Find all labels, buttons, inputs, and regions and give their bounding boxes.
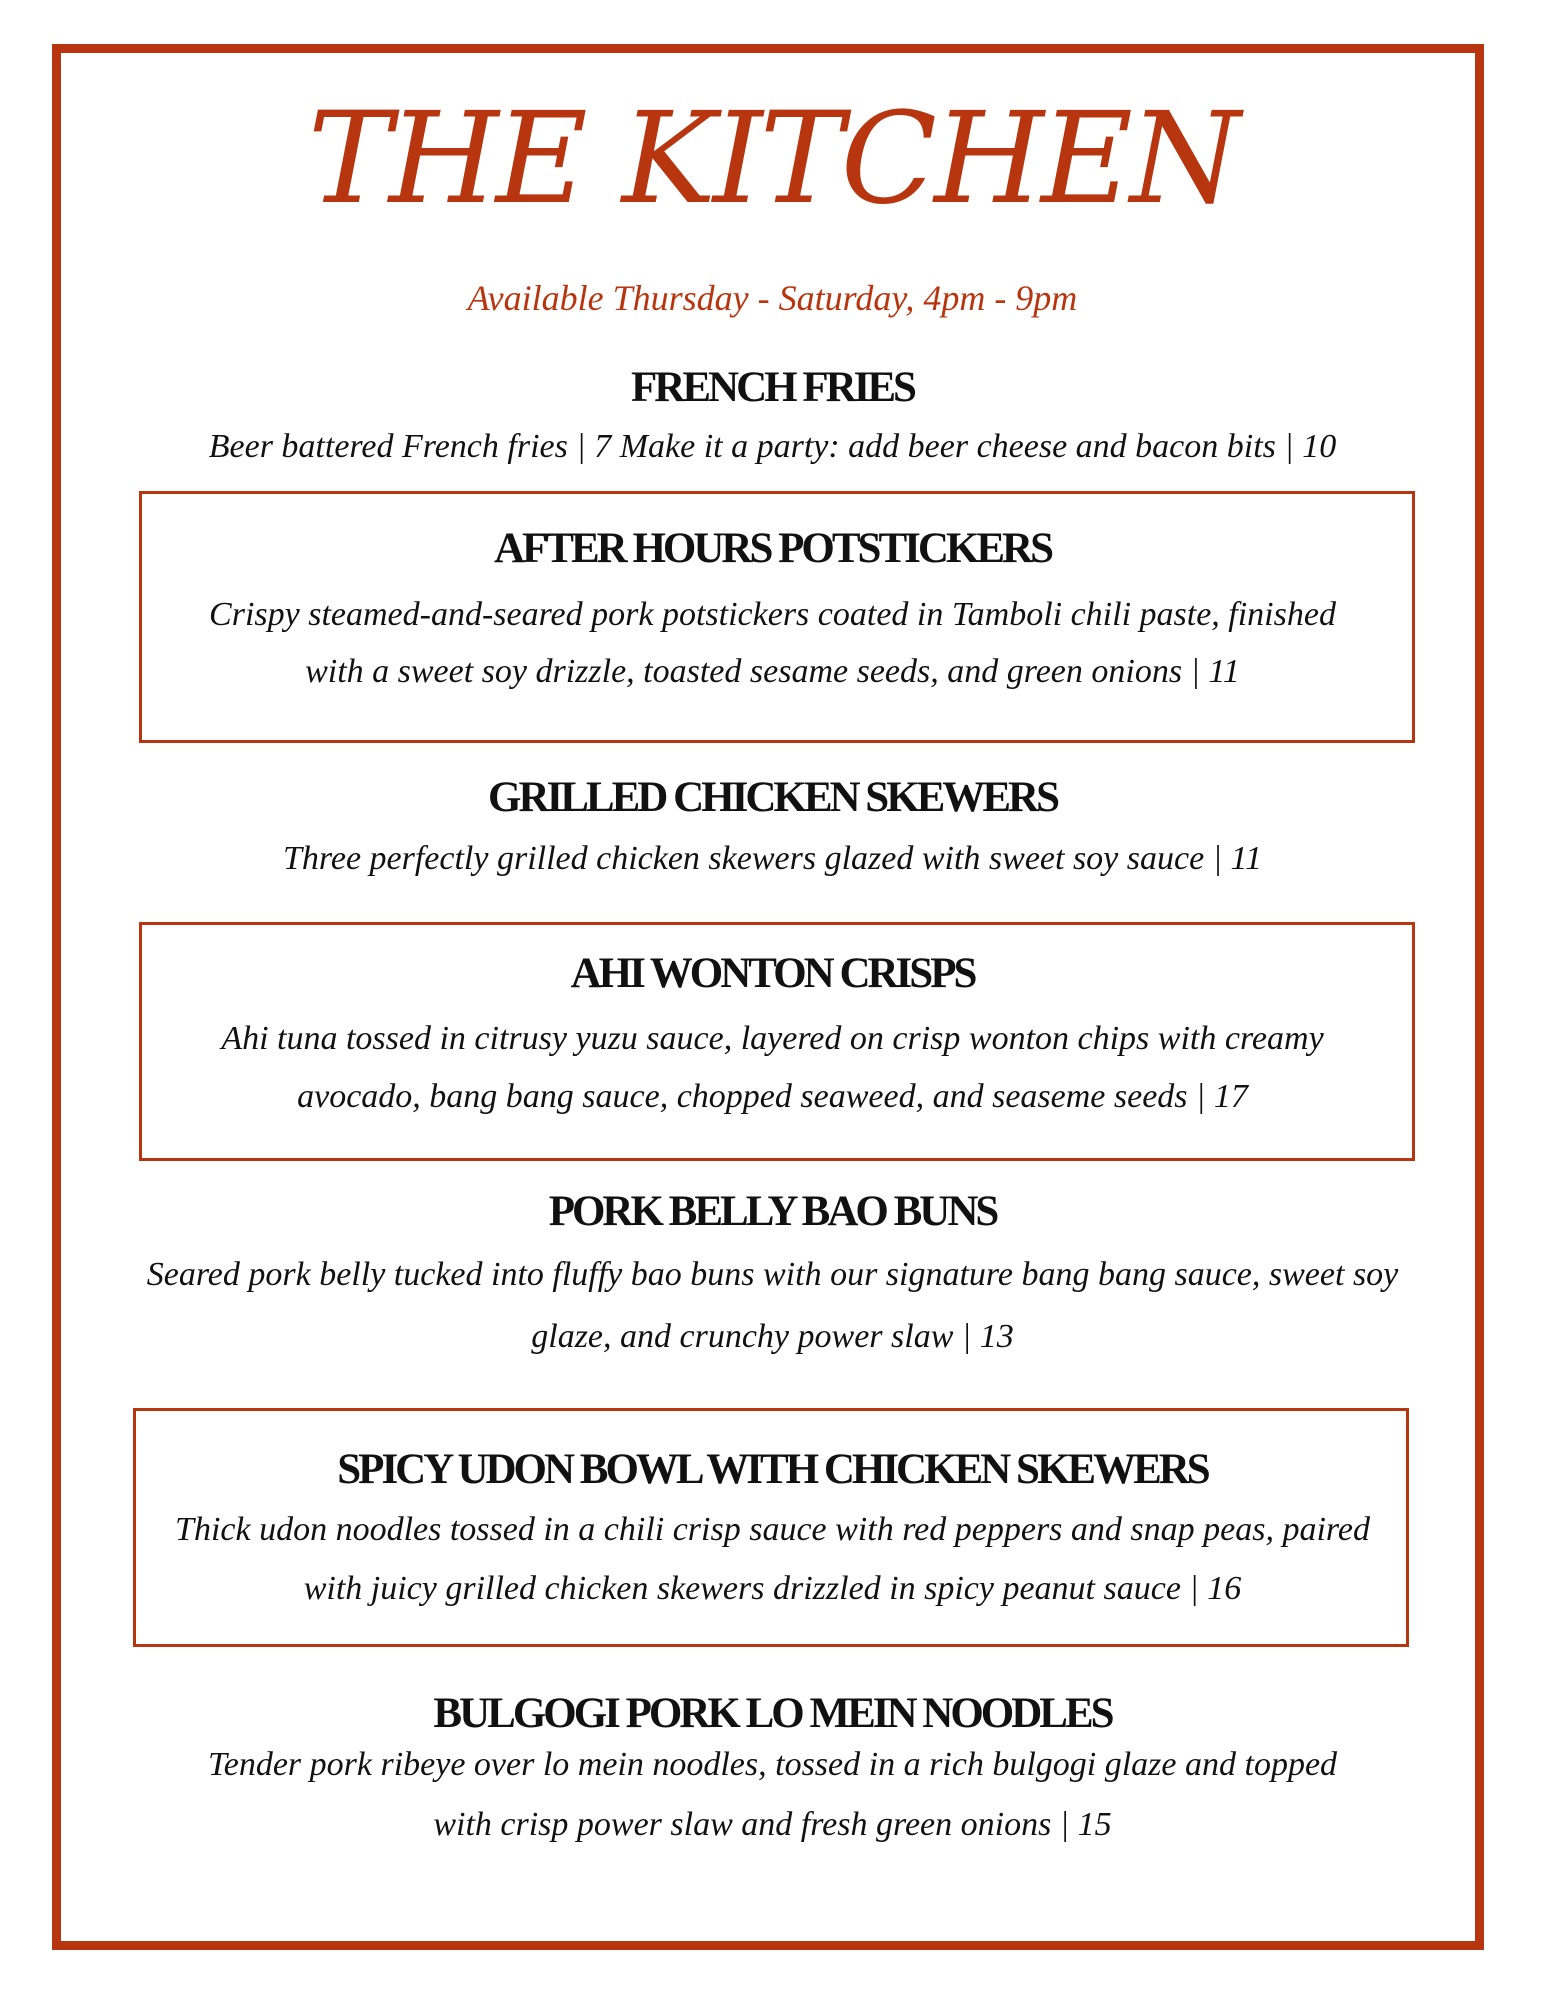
menu-title: THE KITCHEN (307, 85, 1238, 232)
item-description: with juicy grilled chicken skewers drizzled in spicy peanut sauce | 16 (303, 1570, 1242, 1607)
item-name: PORK BELLY BAO BUNS (548, 1188, 997, 1235)
item-name: BULGOGI PORK LO MEIN NOODLES (433, 1690, 1112, 1737)
item-description: Crispy steamed-and-seared pork potstickers coated in Tamboli chili paste, finished (209, 596, 1336, 633)
item-description: Tender pork ribeye over lo mein noodles, tossed in a rich bulgogi glaze and topped (207, 1746, 1338, 1783)
item-description: with a sweet soy drizzle, toasted sesame seeds, and green onions | 11 (305, 653, 1240, 690)
item-description: Beer battered French fries | 7 Make it a party: add beer cheese and bacon bits | 10 (208, 428, 1337, 465)
item-name: AHI WONTON CRISPS (570, 950, 975, 997)
item-name: FRENCH FRIES (631, 364, 914, 411)
item-description: Seared pork belly tucked into fluffy bao buns with our signature bang bang sauce, sweet soy (146, 1256, 1399, 1293)
menu-subtitle: Available Thursday - Saturday, 4pm - 9pm (467, 278, 1078, 318)
item-description: Three perfectly grilled chicken skewers glazed with sweet soy sauce | 11 (282, 840, 1263, 877)
item-description: Ahi tuna tossed in citrusy yuzu sauce, layered on crisp wonton chips with creamy (221, 1020, 1324, 1057)
item-description: Thick udon noodles tossed in a chili crisp sauce with red peppers and snap peas, paired (175, 1511, 1370, 1548)
item-description: avocado, bang bang sauce, chopped seaweed, and seaseme seeds | 17 (297, 1078, 1248, 1115)
item-name: GRILLED CHICKEN SKEWERS (488, 774, 1057, 821)
item-description: with crisp power slaw and fresh green onions | 15 (433, 1806, 1112, 1843)
item-name: SPICY UDON BOWL WITH CHICKEN SKEWERS (337, 1446, 1208, 1493)
item-description: glaze, and crunchy power slaw | 13 (531, 1318, 1014, 1355)
item-name: AFTER HOURS POTSTICKERS (493, 525, 1052, 572)
